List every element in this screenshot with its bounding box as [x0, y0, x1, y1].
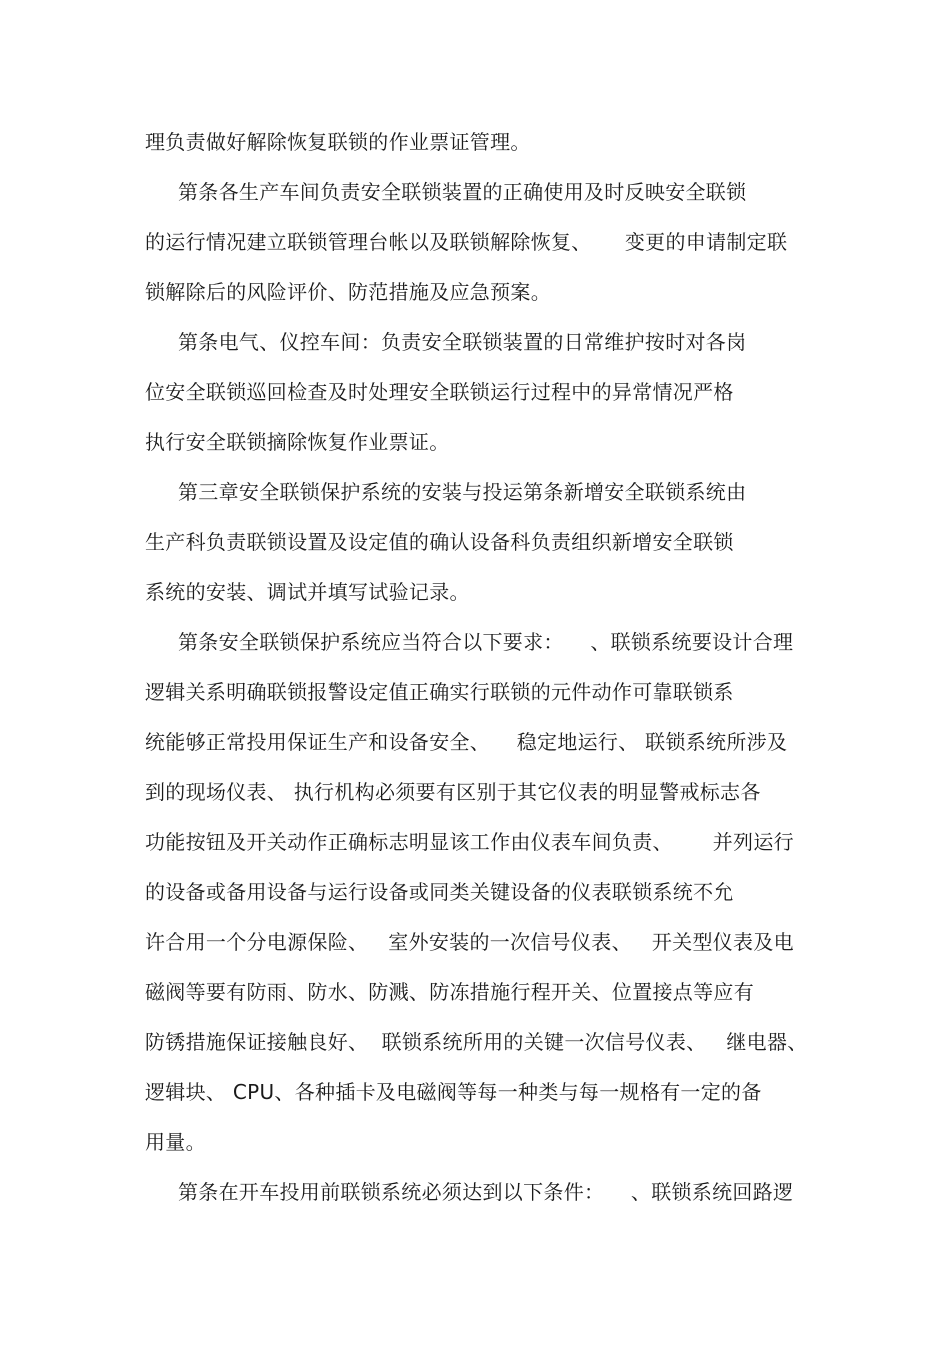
paragraph-line-13: 统能够正常投用保证生产和设备安全、 稳定地运行、 联锁系统所涉及 — [145, 730, 788, 754]
paragraph-line-16: 的设备或备用设备与运行设备或同类关键设备的仪表联锁系统不允 — [145, 880, 734, 904]
paragraph-line-5: 第条电气、仪控车间：负责安全联锁装置的日常维护按时对各岗 — [178, 330, 747, 354]
paragraph-line-15: 功能按钮及开关动作正确标志明显该工作由仪表车间负责、 并列运行 — [145, 830, 794, 854]
paragraph-line-2: 第条各生产车间负责安全联锁装置的正确使用及时反映安全联锁 — [178, 180, 747, 204]
paragraph-line-7: 执行安全联锁摘除恢复作业票证。 — [145, 430, 450, 454]
paragraph-line-11: 第条安全联锁保护系统应当符合以下要求： 、联锁系统要设计合理 — [178, 630, 794, 654]
text-line-1: 理负责做好解除恢复联锁的作业票证管理。 — [145, 130, 531, 154]
paragraph-line-3: 的运行情况建立联锁管理台帐以及联锁解除恢复、 变更的申请制定联 — [145, 230, 788, 254]
paragraph-line-19: 防锈措施保证接触良好、 联锁系统所用的关键一次信号仪表、 继电器、 — [145, 1030, 808, 1054]
paragraph-line-17: 许合用一个分电源保险、 室外安装的一次信号仪表、 开关型仪表及电 — [145, 930, 794, 954]
paragraph-line-21: 用量。 — [145, 1130, 206, 1154]
paragraph-line-18: 磁阀等要有防雨、防水、防溅、防冻措施行程开关、位置接点等应有 — [145, 980, 754, 1004]
paragraph-line-20: 逻辑块、 CPU、各种插卡及电磁阀等每一种类与每一规格有一定的备 — [145, 1080, 762, 1104]
paragraph-line-9: 生产科负责联锁设置及设定值的确认设备科负责组织新增安全联锁 — [145, 530, 734, 554]
paragraph-line-22: 第条在开车投用前联锁系统必须达到以下条件： 、联锁系统回路逻 — [178, 1180, 794, 1204]
paragraph-line-10: 系统的安装、调试并填写试验记录。 — [145, 580, 470, 604]
paragraph-line-12: 逻辑关系明确联锁报警设定值正确实行联锁的元件动作可靠联锁系 — [145, 680, 734, 704]
paragraph-line-8: 第三章安全联锁保护系统的安装与投运第条新增安全联锁系统由 — [178, 480, 747, 504]
paragraph-line-6: 位安全联锁巡回检查及时处理安全联锁运行过程中的异常情况严格 — [145, 380, 734, 404]
paragraph-line-4: 锁解除后的风险评价、防范措施及应急预案。 — [145, 280, 551, 304]
paragraph-line-14: 到的现场仪表、 执行机构必须要有区别于其它仪表的明显警戒标志各 — [145, 780, 761, 804]
